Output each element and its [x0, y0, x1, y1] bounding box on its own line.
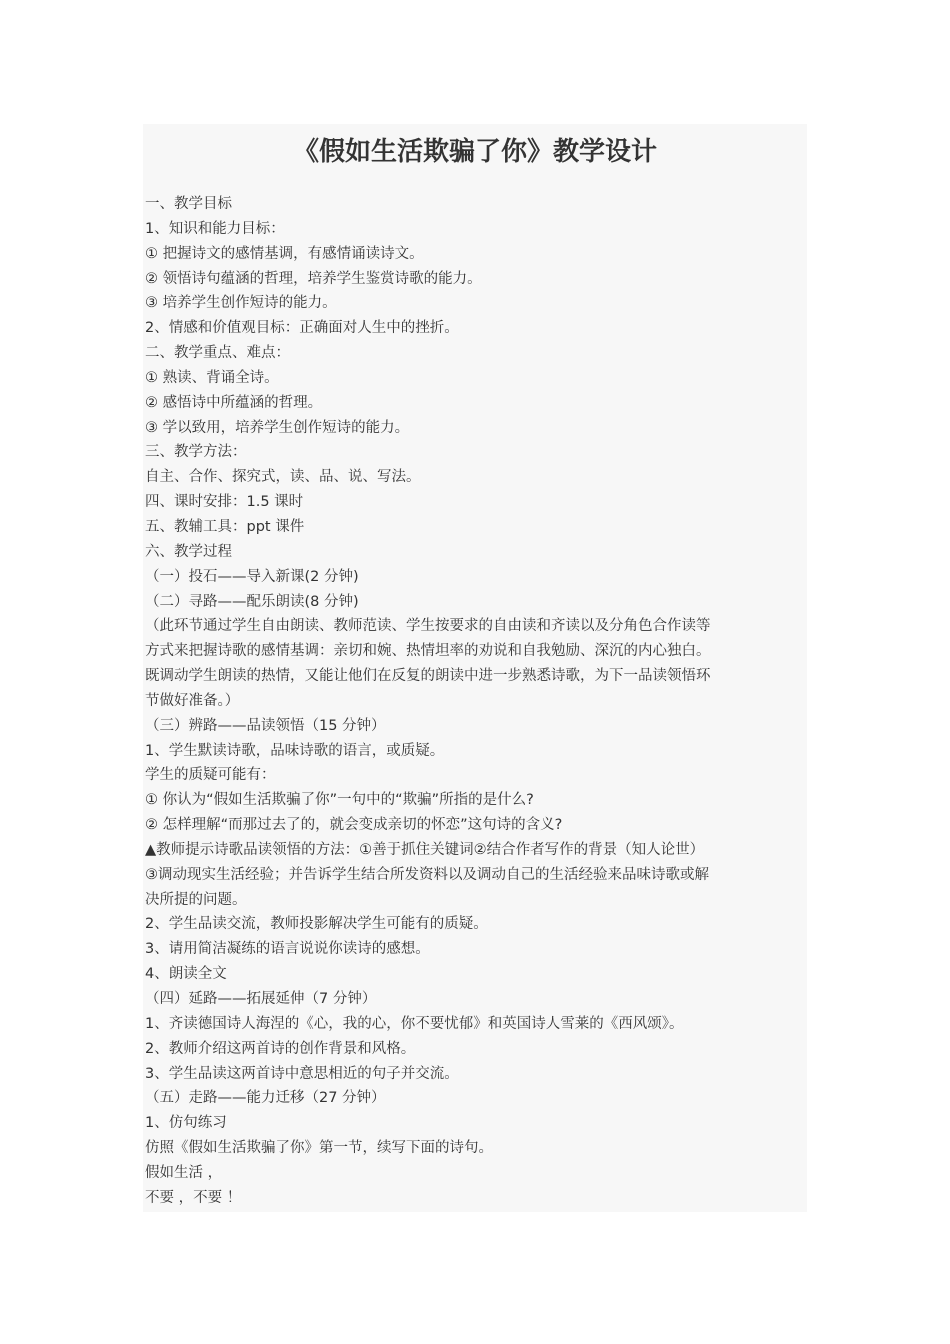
text-line: 3、请用简洁凝练的语言说说你读诗的感想。	[145, 941, 430, 958]
paragraph-line: 决所提的问题。	[145, 891, 247, 908]
text-line: 一、教学目标	[145, 196, 232, 212]
text-line: 六、教学过程	[145, 543, 232, 560]
text-line: 2、情感和价值观目标：正确面对人生中的挫折。	[145, 320, 459, 337]
text-line: （二）寻路——配乐朗读(8 分钟)	[145, 593, 359, 610]
text-line: ① 把握诗文的感情基调，有感情诵读诗文。	[145, 245, 424, 262]
text-line: 三、教学方法：	[145, 444, 247, 461]
paragraph-line: 方式来把握诗歌的感情基调：亲切和婉、热情坦率的劝说和自我勉励、深沉的内心独白。	[145, 643, 711, 660]
paragraph-line: ③调动现实生活经验；并告诉学生结合所发资料以及调动自己的生活经验来品味诗歌或解	[145, 866, 709, 883]
text-line: 二、教学重点、难点：	[145, 345, 290, 362]
text-line: 1、齐读德国诗人海涅的《心，我的心，你不要忧郁》和英国诗人雪莱的《西风颂》。	[145, 1015, 684, 1032]
paragraph-line: 节做好准备。）	[145, 692, 240, 709]
text-line: ③ 培养学生创作短诗的能力。	[145, 295, 337, 312]
text-line: （四）延路——拓展延伸（7 分钟）	[145, 991, 377, 1007]
text-line: 仿照《假如生活欺骗了你》第一节，续写下面的诗句。	[145, 1140, 493, 1157]
text-line: （一）投石——导入新课(2 分钟)	[145, 568, 359, 585]
text-line: 自主、合作、探究式，读、品、说、写法。	[145, 469, 421, 486]
text-line: 四、课时安排：1.5 课时	[145, 494, 304, 511]
text-line: ① 熟读、背诵全诗。	[145, 369, 279, 386]
text-line: 假如生活 ，	[145, 1164, 223, 1181]
text-line: ① 你认为“假如生活欺骗了你”一句中的“欺骗”所指的是什么?	[145, 792, 534, 809]
text-line: 五、教辅工具：ppt 课件	[145, 518, 305, 535]
text-line: 1、仿句练习	[145, 1115, 227, 1132]
text-line: 学生的质疑可能有：	[145, 767, 276, 784]
paragraph-line: 既调动学生朗读的热情，又能让他们在反复的朗读中进一步熟悉诗歌，为下一品读领悟环	[145, 668, 711, 685]
text-line: 3、学生品读这两首诗中意思相近的句子并交流。	[145, 1065, 459, 1082]
document-title: 《假如生活欺骗了你》教学设计	[292, 137, 657, 167]
text-line: ③ 学以致用，培养学生创作短诗的能力。	[145, 419, 410, 436]
paragraph-line: （此环节通过学生自由朗读、教师范读、学生按要求的自由读和齐读以及分角色合作读等	[145, 618, 711, 635]
document-body	[145, 192, 805, 1211]
text-line: 2、学生品读交流，教师投影解决学生可能有的质疑。	[145, 916, 488, 933]
text-line: ② 领悟诗句蕴涵的哲理，培养学生鉴赏诗歌的能力。	[145, 270, 482, 287]
text-line: （五）走路——能力迁移（27 分钟）	[145, 1090, 386, 1107]
text-line: 1、知识和能力目标：	[145, 220, 285, 237]
text-line: 4、朗读全文	[145, 966, 227, 983]
document-page	[143, 124, 807, 1212]
text-line: 不要 ，不要 ！	[145, 1189, 242, 1206]
text-line: ② 感悟诗中所蕴涵的哲理。	[145, 394, 323, 411]
text-line: 1、学生默读诗歌，品味诗歌的语言，或质疑。	[145, 742, 445, 759]
text-line: （三）辨路——品读领悟（15 分钟）	[145, 717, 386, 734]
paragraph-line: ▲教师提示诗歌品读领悟的方法：①善于抓住关键词②结合作者写作的背景（知人论世）	[145, 841, 705, 858]
text-line: ② 怎样理解“而那过去了的，就会变成亲切的怀恋”这句诗的含义?	[145, 817, 563, 834]
text-line: 2、教师介绍这两首诗的创作背景和风格。	[145, 1040, 416, 1057]
